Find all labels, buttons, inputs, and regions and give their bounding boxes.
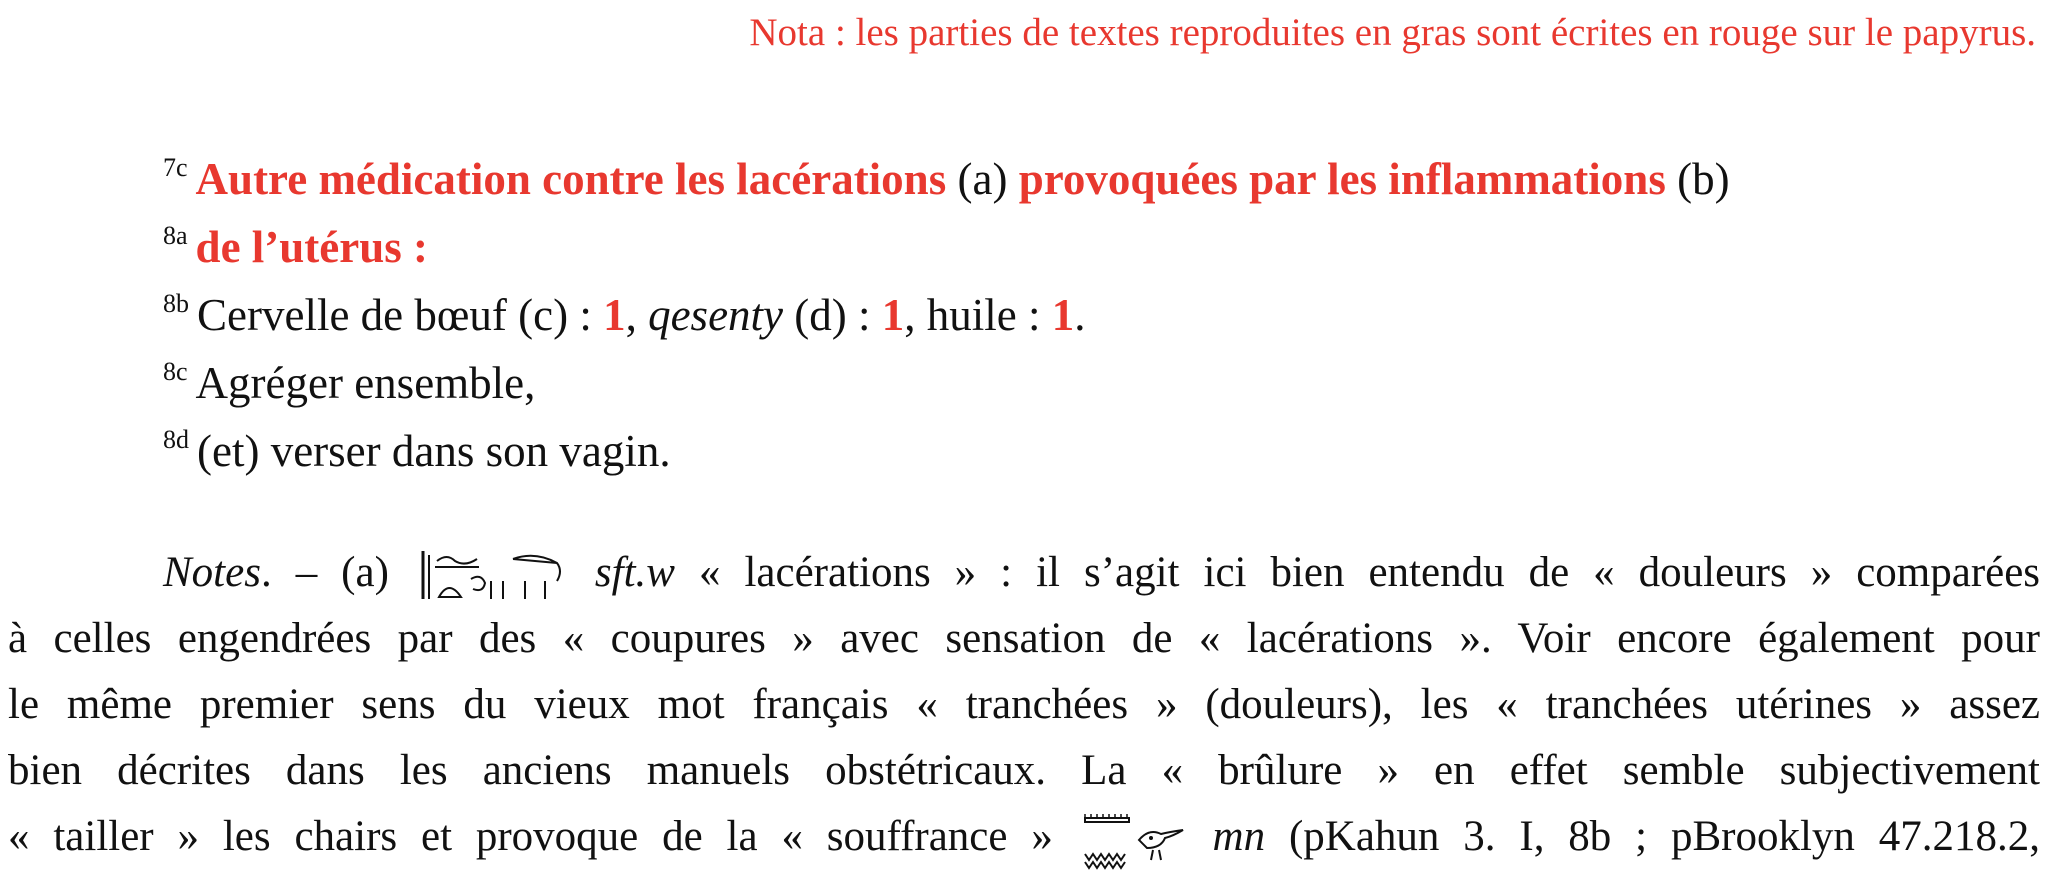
recipe-line-8a <box>163 204 1730 272</box>
ingredient-text: , huile : <box>904 290 1052 340</box>
ingredient-term: qesenty <box>648 290 784 340</box>
note-ref: (b) <box>1665 154 1730 204</box>
notes-line: bien décrites dans les anciens manuels obstétricaux. La « brûlure » en effet semble subjectivement <box>8 747 2040 794</box>
ingredient-text: (d) : <box>783 290 882 340</box>
instruction-text: Agréger ensemble, <box>195 358 536 408</box>
note-ref: (a) <box>946 154 1019 204</box>
hieroglyph-mn-icon <box>1081 810 1185 870</box>
recipe-block <box>163 136 1730 476</box>
notes-line <box>8 804 2040 870</box>
separator: , <box>625 290 649 340</box>
rubric-text: provoquées par les inflammations <box>1018 154 1666 204</box>
quantity: 1 <box>1051 290 1075 340</box>
rubric-text: Autre médication contre les lacérations <box>195 154 947 204</box>
notes-text: « lacérations » : il s’agit ici bien entendu de « douleurs » comparées <box>698 549 2040 596</box>
notes-line <box>8 540 2040 606</box>
line-ref: 8a <box>163 221 188 250</box>
ingredient-text: Cervelle de bœuf (c) : <box>197 290 604 340</box>
recipe-line-8b <box>163 272 1730 340</box>
transliteration: sft.w <box>594 549 675 596</box>
line-ref: 7c <box>163 153 188 182</box>
notes-heading: Notes <box>163 549 261 596</box>
notes-line: à celles engendrées par des « coupures » avec sensation de « lacérations ». Voir encore également pour <box>8 615 2040 662</box>
rubric-text: de l’utérus : <box>195 222 429 272</box>
separator: . <box>1074 290 1086 340</box>
notes-paragraph <box>8 540 2040 870</box>
quantity: 1 <box>603 290 626 340</box>
quantity: 1 <box>881 290 905 340</box>
transliteration: mn <box>1212 813 1266 860</box>
nota-note: Nota : les parties de textes reproduites en gras sont écrites en rouge sur le papyrus. <box>749 11 2036 54</box>
notes-text: (pKahun 3. I, 8b ; pBrooklyn 47.218.2, <box>1288 813 2040 860</box>
recipe-line-8d <box>163 408 1730 476</box>
instruction-text: (et) verser dans son vagin. <box>197 426 671 476</box>
recipe-line-8c <box>163 340 1730 408</box>
recipe-line-7c <box>163 136 1730 204</box>
hieroglyph-sftw-icon <box>417 547 567 605</box>
notes-line: le même premier sens du vieux mot français « tranchées » (douleurs), les « tranchées utérines » assez <box>8 681 2040 728</box>
notes-ref: . – (a) <box>260 549 389 596</box>
notes-text: « tailler » les chairs et provoque de la « souffrance » <box>8 813 1053 860</box>
line-ref: 8d <box>163 425 189 454</box>
line-ref: 8c <box>163 357 188 386</box>
line-ref: 8b <box>163 289 189 318</box>
